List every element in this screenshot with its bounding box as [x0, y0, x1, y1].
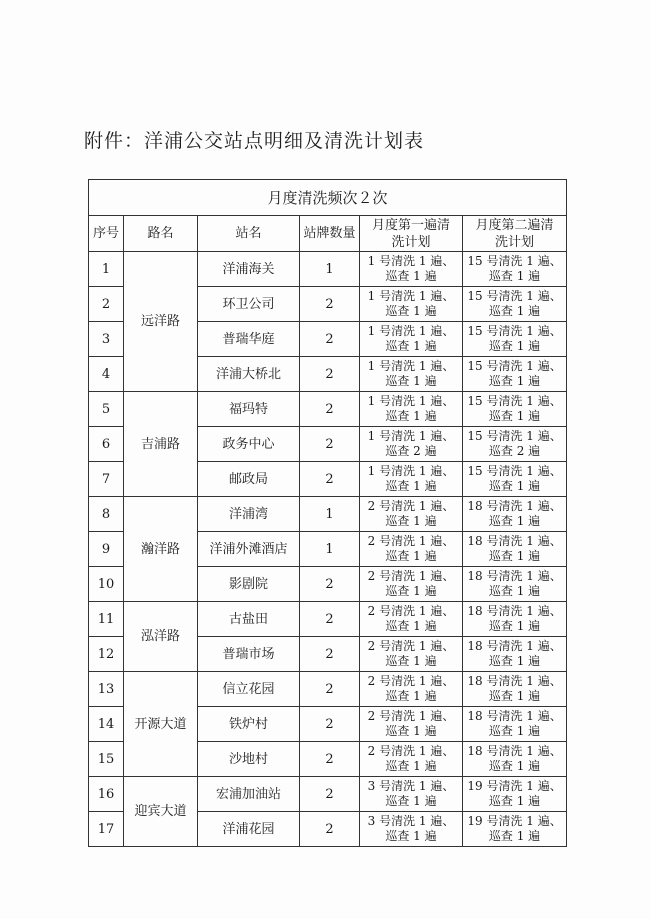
plan2-cell [463, 672, 567, 707]
plan1-cell [360, 322, 463, 357]
plan2-cell [463, 602, 567, 637]
plan1-line: 巡查 1 遍 [385, 654, 437, 668]
plan2-line: 15 号清洗 1 遍、 [467, 464, 562, 478]
station-cell: 洋浦外滩酒店 [198, 532, 300, 567]
table-row [89, 497, 567, 532]
seq-cell: 5 [89, 392, 124, 427]
plan1-line: 2 号清洗 1 遍、 [367, 639, 455, 653]
plan2-cell [463, 742, 567, 777]
plan2-line: 巡查 1 遍 [488, 479, 541, 493]
road-cell: 开源大道 [124, 672, 198, 777]
table-row [89, 672, 567, 707]
plan1-line: 巡查 1 遍 [385, 269, 437, 283]
station-cell: 古盐田 [198, 602, 300, 637]
seq-cell: 4 [89, 357, 124, 392]
plan1-cell [360, 357, 463, 392]
plan1-cell [360, 532, 463, 567]
plan1-line: 1 号清洗 1 遍、 [367, 394, 455, 408]
plan1-line: 3 号清洗 1 遍、 [367, 814, 455, 828]
seq-cell: 6 [89, 427, 124, 462]
plan1-line: 巡查 1 遍 [385, 374, 437, 388]
station-cell: 洋浦海关 [198, 252, 300, 287]
plan1-line: 2 号清洗 1 遍、 [367, 499, 455, 513]
count-cell: 1 [300, 497, 360, 532]
plan2-cell [463, 392, 567, 427]
count-cell: 2 [300, 672, 360, 707]
station-cell: 宏浦加油站 [198, 777, 300, 812]
plan2-line: 19 号清洗 1 遍、 [467, 814, 562, 828]
seq-cell: 14 [89, 707, 124, 742]
header-plan1-line: 月度第一遍清 [371, 217, 450, 233]
plan1-cell [360, 427, 463, 462]
plan1-cell [360, 567, 463, 602]
road-cell: 远洋路 [124, 252, 198, 392]
plan2-line: 巡查 1 遍 [488, 654, 541, 668]
plan1-line: 1 号清洗 1 遍、 [367, 464, 455, 478]
station-cell: 影剧院 [198, 567, 300, 602]
count-cell: 2 [300, 322, 360, 357]
plan2-line: 巡查 1 遍 [488, 689, 541, 703]
plan2-line: 18 号清洗 1 遍、 [467, 499, 562, 513]
plan1-cell [360, 672, 463, 707]
seq-cell: 11 [89, 602, 124, 637]
plan2-cell [463, 777, 567, 812]
plan2-line: 15 号清洗 1 遍、 [467, 324, 562, 338]
plan1-line: 巡查 1 遍 [385, 479, 437, 493]
plan1-line: 巡查 1 遍 [385, 339, 437, 353]
plan1-cell [360, 392, 463, 427]
count-cell: 1 [300, 532, 360, 567]
plan2-line: 19 号清洗 1 遍、 [467, 779, 562, 793]
station-cell: 洋浦湾 [198, 497, 300, 532]
plan2-line: 18 号清洗 1 遍、 [467, 534, 562, 548]
plan1-cell [360, 287, 463, 322]
plan2-cell [463, 462, 567, 497]
plan1-line: 巡查 1 遍 [385, 794, 437, 808]
plan1-line: 3 号清洗 1 遍、 [367, 779, 455, 793]
plan1-line: 1 号清洗 1 遍、 [367, 254, 455, 268]
count-cell: 2 [300, 357, 360, 392]
plan2-line: 巡查 1 遍 [488, 724, 541, 738]
table-row [89, 777, 567, 812]
station-cell: 福玛特 [198, 392, 300, 427]
count-cell: 2 [300, 462, 360, 497]
plan2-line: 巡查 1 遍 [488, 549, 541, 563]
plan2-line: 巡查 1 遍 [488, 829, 541, 843]
plan1-line: 巡查 1 遍 [385, 829, 437, 843]
plan1-line: 2 号清洗 1 遍、 [367, 534, 455, 548]
seq-cell: 12 [89, 637, 124, 672]
plan2-line: 巡查 1 遍 [488, 619, 541, 633]
seq-cell: 17 [89, 812, 124, 847]
station-cell: 洋浦花园 [198, 812, 300, 847]
count-cell: 2 [300, 427, 360, 462]
plan2-cell [463, 532, 567, 567]
count-cell: 2 [300, 707, 360, 742]
plan2-cell [463, 287, 567, 322]
plan1-line: 1 号清洗 1 遍、 [367, 429, 455, 443]
road-cell: 泓洋路 [124, 602, 198, 672]
plan2-line: 18 号清洗 1 遍、 [467, 604, 562, 618]
plan2-line: 18 号清洗 1 遍、 [467, 709, 562, 723]
plan1-line: 2 号清洗 1 遍、 [367, 604, 455, 618]
plan2-line: 巡查 1 遍 [488, 794, 541, 808]
plan2-cell [463, 707, 567, 742]
plan1-line: 巡查 1 遍 [385, 304, 437, 318]
plan1-line: 巡查 1 遍 [385, 724, 437, 738]
plan2-cell [463, 427, 567, 462]
plan2-line: 巡查 1 遍 [488, 409, 541, 423]
header-road: 路名 [124, 216, 198, 252]
plan2-line: 巡查 1 遍 [488, 374, 541, 388]
station-cell: 政务中心 [198, 427, 300, 462]
road-cell: 吉浦路 [124, 392, 198, 497]
header-plan2-line: 月度第二遍清 [475, 217, 554, 233]
plan2-cell [463, 357, 567, 392]
plan2-line: 巡查 1 遍 [488, 759, 541, 773]
frequency-banner: 月度清洗频次２次 [89, 180, 567, 216]
seq-cell: 2 [89, 287, 124, 322]
plan1-cell [360, 637, 463, 672]
plan1-cell [360, 777, 463, 812]
plan1-line: 2 号清洗 1 遍、 [367, 569, 455, 583]
count-cell: 2 [300, 742, 360, 777]
table-body [89, 252, 567, 847]
plan2-line: 巡查 1 遍 [488, 584, 541, 598]
road-cell: 瀚洋路 [124, 497, 198, 602]
seq-cell: 13 [89, 672, 124, 707]
seq-cell: 7 [89, 462, 124, 497]
plan2-line: 15 号清洗 1 遍、 [467, 359, 562, 373]
header-count: 站牌数量 [300, 216, 360, 252]
table-row [89, 252, 567, 287]
plan1-line: 巡查 1 遍 [385, 549, 437, 563]
count-cell: 2 [300, 602, 360, 637]
plan2-line: 18 号清洗 1 遍、 [467, 744, 562, 758]
seq-cell: 15 [89, 742, 124, 777]
seq-cell: 3 [89, 322, 124, 357]
plan1-cell [360, 497, 463, 532]
seq-cell: 9 [89, 532, 124, 567]
plan2-line: 18 号清洗 1 遍、 [467, 639, 562, 653]
station-cell: 铁炉村 [198, 707, 300, 742]
plan2-line: 18 号清洗 1 遍、 [467, 569, 562, 583]
plan2-line: 15 号清洗 1 遍、 [467, 289, 562, 303]
header-station: 站名 [198, 216, 300, 252]
plan1-cell [360, 602, 463, 637]
plan1-line: 巡查 1 遍 [385, 619, 437, 633]
plan2-line: 巡查 2 遍 [488, 444, 541, 458]
header-plan2 [463, 216, 567, 252]
plan1-line: 巡查 1 遍 [385, 584, 437, 598]
plan2-line: 巡查 1 遍 [488, 339, 541, 353]
plan2-cell [463, 637, 567, 672]
plan2-line: 15 号清洗 1 遍、 [467, 394, 562, 408]
plan1-line: 2 号清洗 1 遍、 [367, 709, 455, 723]
plan2-line: 巡查 1 遍 [488, 304, 541, 318]
plan2-cell [463, 252, 567, 287]
plan1-line: 巡查 1 遍 [385, 409, 437, 423]
plan2-line: 巡查 1 遍 [488, 514, 541, 528]
plan1-line: 2 号清洗 1 遍、 [367, 674, 455, 688]
station-cell: 信立花园 [198, 672, 300, 707]
table-row [89, 392, 567, 427]
plan1-cell [360, 707, 463, 742]
header-plan2-line: 洗计划 [495, 234, 535, 250]
plan1-line: 巡查 1 遍 [385, 759, 437, 773]
plan1-cell [360, 252, 463, 287]
station-cell: 邮政局 [198, 462, 300, 497]
station-cell: 普瑞市场 [198, 637, 300, 672]
header-plan1-line: 洗计划 [391, 234, 431, 250]
seq-cell: 1 [89, 252, 124, 287]
header-seq: 序号 [89, 216, 124, 252]
plan1-line: 1 号清洗 1 遍、 [367, 289, 455, 303]
plan2-line: 15 号清洗 1 遍、 [467, 254, 562, 268]
plan1-line: 1 号清洗 1 遍、 [367, 359, 455, 373]
header-plan1 [360, 216, 463, 252]
station-cell: 洋浦大桥北 [198, 357, 300, 392]
count-cell: 2 [300, 287, 360, 322]
plan1-cell [360, 462, 463, 497]
count-cell: 2 [300, 392, 360, 427]
plan1-line: 巡查 2 遍 [385, 444, 437, 458]
document-title: 附件：洋浦公交站点明细及清洗计划表 [84, 130, 425, 152]
seq-cell: 16 [89, 777, 124, 812]
plan1-line: 1 号清洗 1 遍、 [367, 324, 455, 338]
plan2-cell [463, 812, 567, 847]
table-row [89, 602, 567, 637]
road-cell: 迎宾大道 [124, 777, 198, 847]
plan1-cell [360, 812, 463, 847]
plan2-line: 15 号清洗 1 遍、 [467, 429, 562, 443]
count-cell: 2 [300, 567, 360, 602]
plan2-cell [463, 567, 567, 602]
count-cell: 1 [300, 252, 360, 287]
station-cell: 沙地村 [198, 742, 300, 777]
plan2-line: 巡查 1 遍 [488, 269, 541, 283]
count-cell: 2 [300, 637, 360, 672]
plan1-line: 巡查 1 遍 [385, 689, 437, 703]
seq-cell: 8 [89, 497, 124, 532]
station-cell: 普瑞华庭 [198, 322, 300, 357]
plan2-cell [463, 497, 567, 532]
plan2-line: 18 号清洗 1 遍、 [467, 674, 562, 688]
seq-cell: 10 [89, 567, 124, 602]
schedule-table [88, 179, 567, 847]
plan2-cell [463, 322, 567, 357]
count-cell: 2 [300, 777, 360, 812]
station-cell: 环卫公司 [198, 287, 300, 322]
plan1-line: 2 号清洗 1 遍、 [367, 744, 455, 758]
plan1-line: 巡查 1 遍 [385, 514, 437, 528]
plan1-cell [360, 742, 463, 777]
count-cell: 2 [300, 812, 360, 847]
